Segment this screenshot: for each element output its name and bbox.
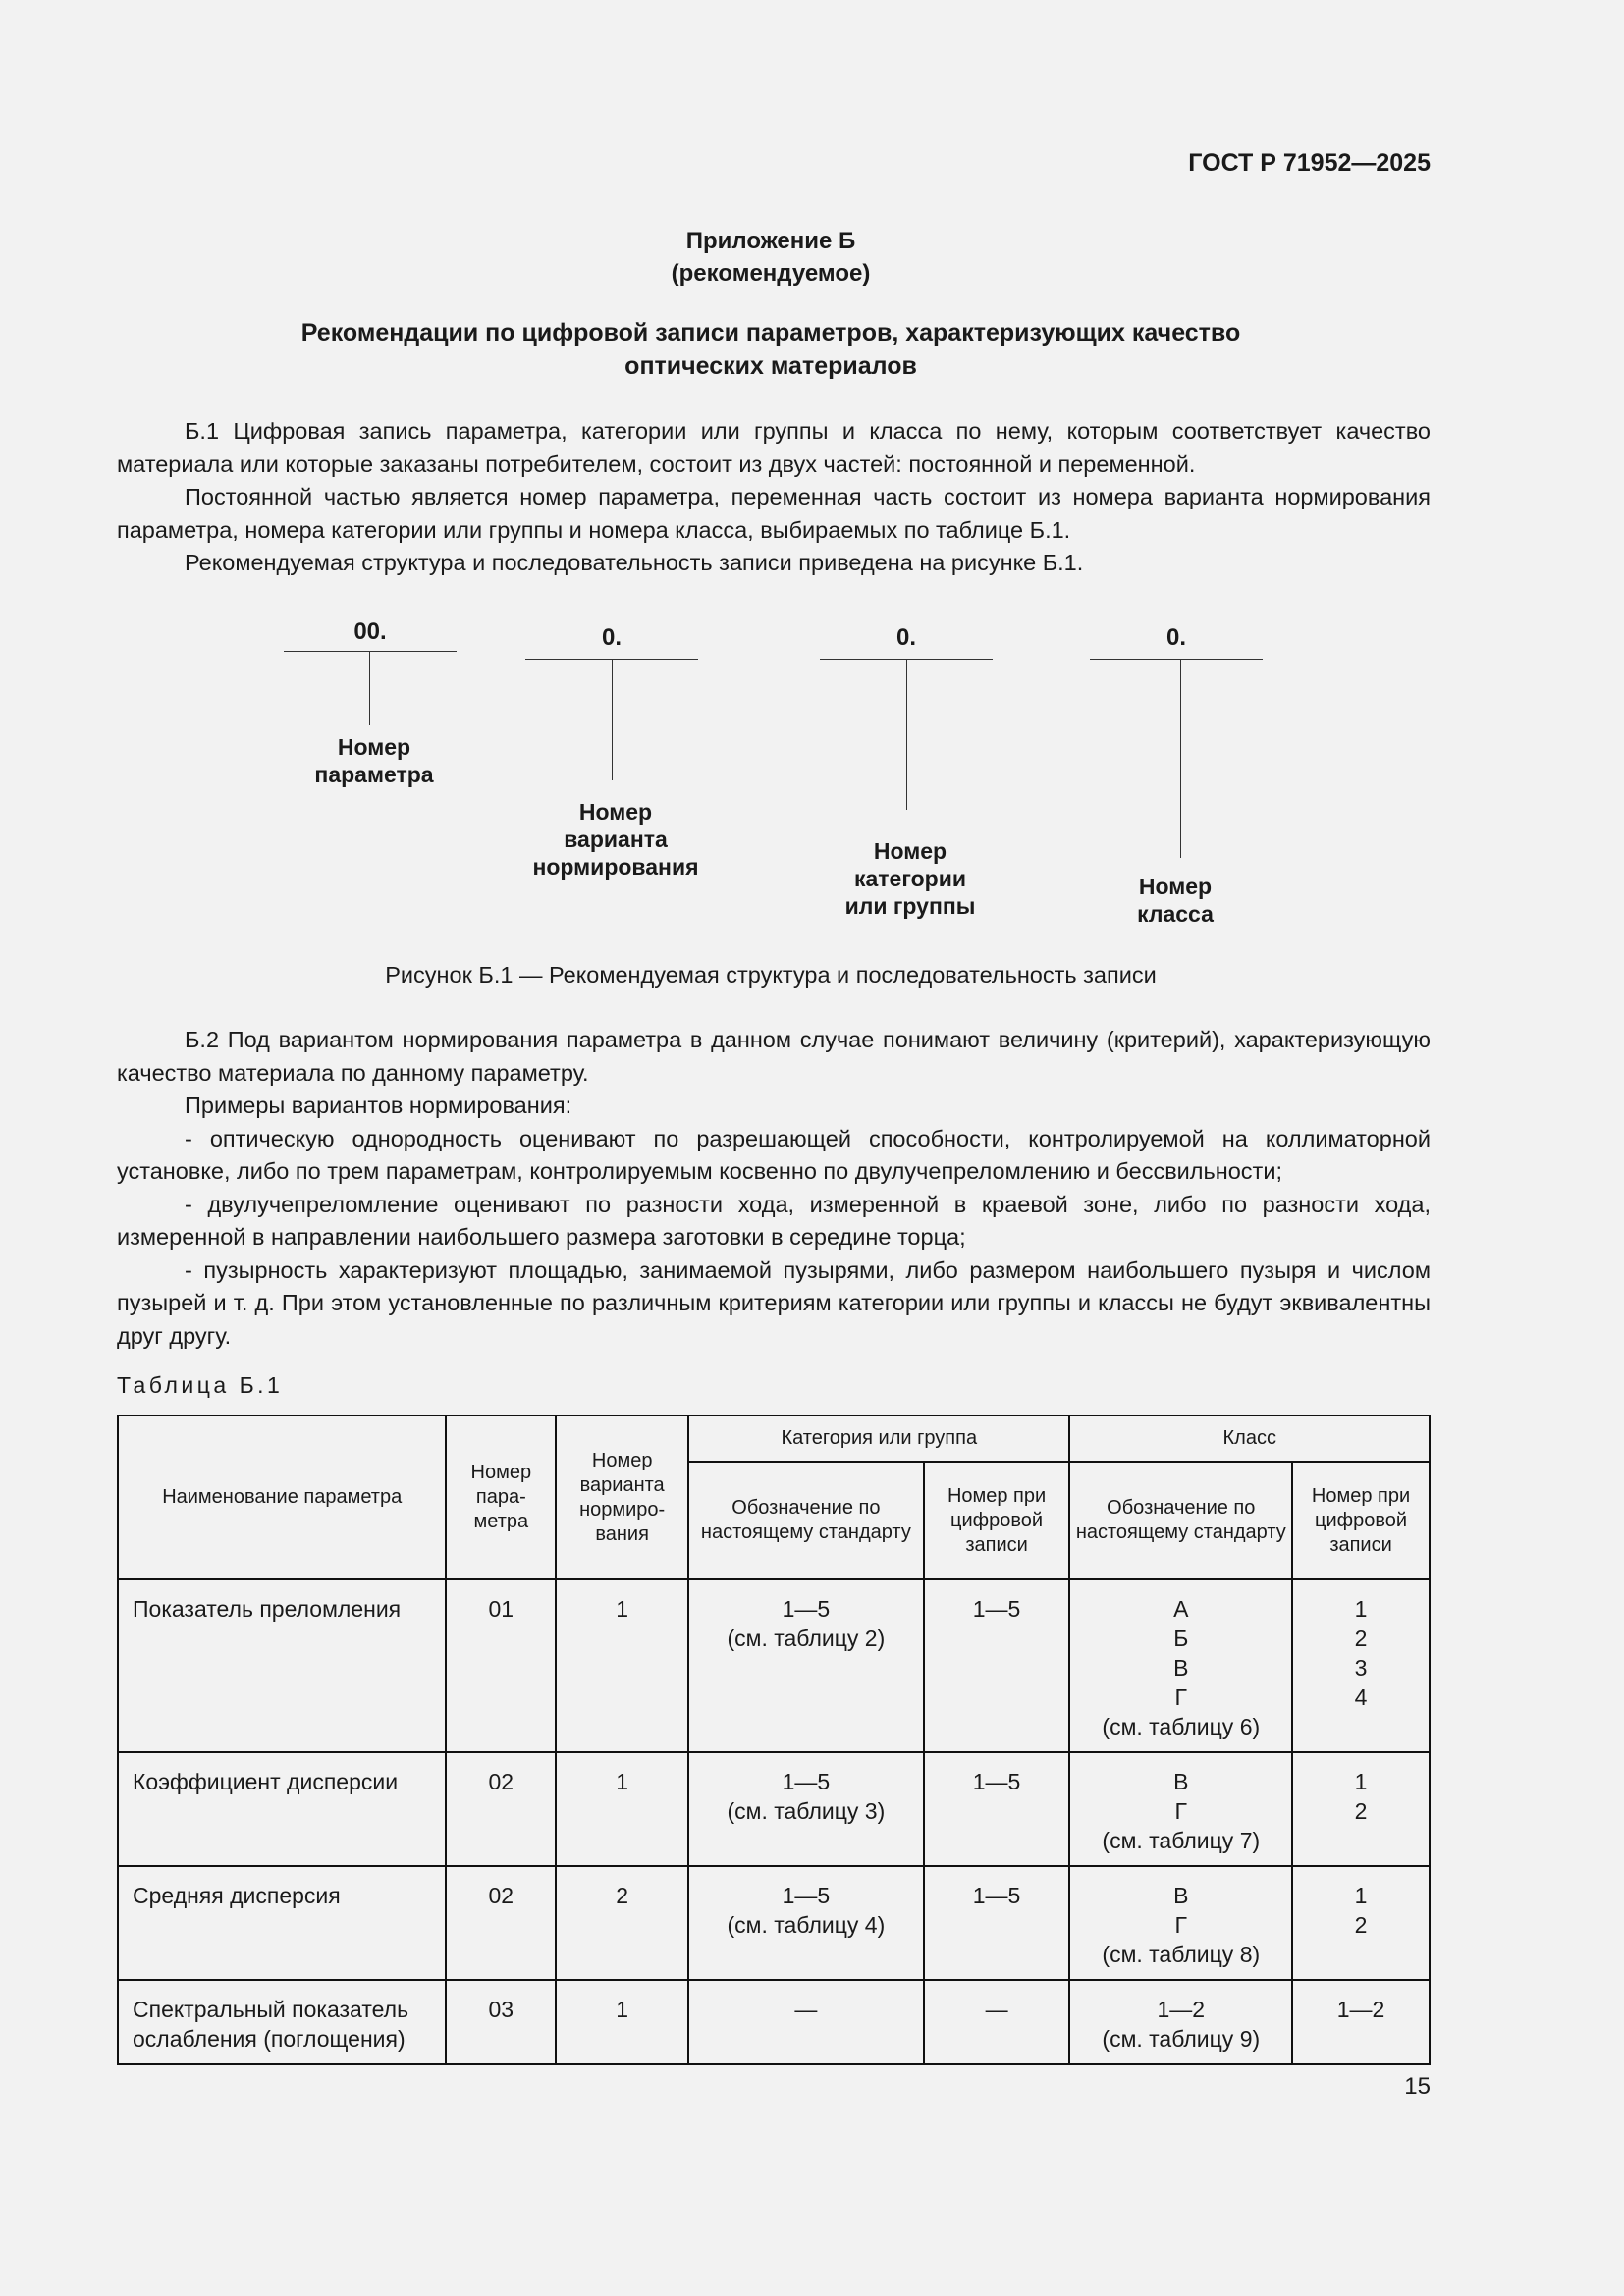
cell-cat-designation <box>688 1579 924 1752</box>
cell-line: 4 <box>1354 1684 1368 1710</box>
diagram-connector <box>369 651 370 725</box>
cell-line: 1 <box>1354 1883 1368 1908</box>
paragraph: - двулучепреломление оценивают по разности хода, измеренной в краевой зоне, либо по разности хода, измеренной в направлении наибольшего размера заготовки в середине торца; <box>117 1191 1431 1250</box>
table-caption: Таблица Б.1 <box>117 1372 284 1398</box>
cell-line: 1—2 <box>1157 1997 1206 2022</box>
paragraph: Б.1 Цифровая запись параметра, категории или группы и класса по нему, которым соответствует качество материала или которые заказаны потребителем, состоит из двух частей: постоянной и переменной. <box>117 418 1431 477</box>
cell-cat-designation <box>688 1980 924 2064</box>
annex-heading <box>0 225 1542 290</box>
diagram-label-line: варианта <box>564 827 668 852</box>
cell-line: (см. таблицу 2) <box>727 1626 886 1651</box>
document-title <box>0 316 1542 383</box>
diagram-label-line: Номер <box>873 838 947 864</box>
header-cat-digital: Номер при цифровой записи <box>924 1462 1070 1579</box>
cell-line: 2 <box>616 1883 629 1908</box>
header-cat-designation: Обозначение по настоящему стандарту <box>688 1462 924 1579</box>
cell-param-no <box>446 1866 556 1980</box>
header-category-group: Категория или группа <box>688 1415 1069 1462</box>
cell-line: 1 <box>616 1596 629 1622</box>
figure-caption: Рисунок Б.1 — Рекомендуемая структура и последовательность записи <box>385 962 1157 988</box>
cell-line: 1—5 <box>782 1769 831 1794</box>
cell-line: В <box>1173 1769 1189 1794</box>
diagram-connector <box>612 659 613 780</box>
diagram-label-line: Номер <box>337 734 411 760</box>
cell-line: 02 <box>488 1769 514 1794</box>
cell-line: В <box>1173 1883 1189 1908</box>
diagram-label-line: класса <box>1137 901 1214 927</box>
paragraph: - пузырность характеризуют площадью, занимаемой пузырями, либо размером наибольшего пузыря и числом пузырей и т. д. При этом установленные по различным критериям категории или группы и классы не будут эквивалентны друг другу. <box>117 1256 1431 1349</box>
table-body <box>118 1579 1430 2064</box>
cell-param-no <box>446 1752 556 1866</box>
diagram-label-variant <box>498 798 733 881</box>
diagram-label-line: или группы <box>844 893 976 919</box>
diagram-code: 0. <box>1165 624 1186 651</box>
diagram-underline <box>1090 659 1263 660</box>
cell-line: 2 <box>1354 1912 1368 1938</box>
cell-parameter-name <box>118 1866 446 1980</box>
diagram-code: 0. <box>601 624 622 651</box>
cell-line: Спектральный показатель ослабления (поглощения) <box>133 1997 409 2052</box>
cell-class-designation <box>1069 1980 1292 2064</box>
title-line-2: оптических материалов <box>624 352 917 380</box>
cell-class-digital <box>1292 1866 1430 1980</box>
cell-line: Г <box>1174 1684 1188 1710</box>
cell-line: А <box>1173 1596 1189 1622</box>
cell-line: 1 <box>1354 1596 1368 1622</box>
cell-line: 1 <box>616 1997 629 2022</box>
cell-class-designation <box>1069 1866 1292 1980</box>
header-variant-no: Номер варианта нормиро-вания <box>556 1415 688 1579</box>
cell-parameter-name <box>118 1980 446 2064</box>
cell-class-designation <box>1069 1752 1292 1866</box>
diagram-label-category <box>792 837 1028 920</box>
standard-header: ГОСТ Р 71952—2025 <box>1188 149 1431 177</box>
cell-line: 3 <box>1354 1655 1368 1681</box>
cell-line: (см. таблицу 9) <box>1102 2026 1261 2052</box>
cell-line: (см. таблицу 8) <box>1102 1942 1261 1967</box>
table-row <box>118 1866 1430 1980</box>
cell-line: 2 <box>1354 1798 1368 1824</box>
diagram-label-line: категории <box>853 866 966 891</box>
header-class-digital: Номер при цифровой записи <box>1292 1462 1430 1579</box>
cell-line: Коэффициент дисперсии <box>133 1769 399 1794</box>
diagram-connector <box>1180 659 1181 858</box>
cell-cat-digital <box>924 1579 1070 1752</box>
cell-line: 2 <box>1354 1626 1368 1651</box>
cell-class-digital <box>1292 1752 1430 1866</box>
cell-variant-no <box>556 1752 688 1866</box>
section-b2 <box>117 1024 1431 1353</box>
section-b1 <box>117 415 1431 580</box>
paragraph: Постоянной частью является номер параметра, переменная часть состоит из номера варианта нормирования параметра, номера категории или группы и номера класса, выбираемых по таблице Б.1. <box>117 484 1431 543</box>
cell-line: — <box>794 1997 818 2022</box>
cell-line: (см. таблицу 6) <box>1102 1714 1261 1739</box>
cell-line: 1—5 <box>782 1596 831 1622</box>
cell-line: 1 <box>616 1769 629 1794</box>
title-line-1: Рекомендации по цифровой записи параметров, характеризующих качество <box>300 319 1241 347</box>
cell-line: 1—5 <box>782 1883 831 1908</box>
table-row <box>118 1579 1430 1752</box>
cell-cat-digital <box>924 1752 1070 1866</box>
header-class: Класс <box>1069 1415 1430 1462</box>
cell-line: 1 <box>1354 1769 1368 1794</box>
cell-param-no <box>446 1980 556 2064</box>
cell-parameter-name <box>118 1579 446 1752</box>
cell-line: Б <box>1173 1626 1189 1651</box>
header-param-no: Номер пара-метра <box>446 1415 556 1579</box>
diagram-label-line: нормирования <box>532 854 699 880</box>
diagram-label-line: Номер <box>578 799 653 825</box>
cell-line: — <box>985 1997 1008 2022</box>
cell-line: Средняя дисперсия <box>133 1883 341 1908</box>
cell-line: Г <box>1174 1798 1188 1824</box>
cell-variant-no <box>556 1866 688 1980</box>
cell-cat-digital <box>924 1980 1070 2064</box>
diagram-code: 00. <box>353 618 387 645</box>
page-number: 15 <box>1404 2073 1431 2100</box>
header-class-designation: Обозначение по настоящему стандарту <box>1069 1462 1292 1579</box>
cell-cat-designation <box>688 1866 924 1980</box>
cell-line: 01 <box>488 1596 514 1622</box>
diagram-connector <box>906 659 907 810</box>
cell-line: Показатель преломления <box>133 1596 402 1622</box>
paragraph: - оптическую однородность оценивают по разрешающей способности, контролируемой на коллиматорной установке, либо по трем параметрам, контролируемым косвенно по двулучепреломлению и бессвильности; <box>117 1125 1431 1184</box>
cell-cat-designation <box>688 1752 924 1866</box>
diagram-label-class <box>1057 873 1293 928</box>
cell-parameter-name <box>118 1752 446 1866</box>
annex-note: (рекомендуемое) <box>671 260 871 287</box>
parameters-table <box>117 1415 1431 2065</box>
cell-line: (см. таблицу 4) <box>727 1912 886 1938</box>
cell-param-no <box>446 1579 556 1752</box>
cell-class-digital <box>1292 1579 1430 1752</box>
cell-class-digital <box>1292 1980 1430 2064</box>
cell-line: Г <box>1174 1912 1188 1938</box>
table-row <box>118 1980 1430 2064</box>
cell-line: (см. таблицу 3) <box>727 1798 886 1824</box>
cell-variant-no <box>556 1980 688 2064</box>
diagram-label-parameter <box>256 733 492 788</box>
diagram-underline <box>284 651 457 652</box>
table-row <box>118 1752 1430 1866</box>
cell-line: 1—5 <box>972 1596 1021 1622</box>
paragraph: Примеры вариантов нормирования: <box>185 1093 572 1118</box>
diagram-label-line: Номер <box>1138 874 1213 899</box>
cell-cat-digital <box>924 1866 1070 1980</box>
annex-title: Приложение Б <box>685 228 856 254</box>
cell-line: 03 <box>488 1997 514 2022</box>
cell-line: (см. таблицу 7) <box>1102 1828 1261 1853</box>
header-name: Наименование параметра <box>118 1415 446 1579</box>
diagram-code: 0. <box>895 624 916 651</box>
cell-variant-no <box>556 1579 688 1752</box>
cell-line: В <box>1173 1655 1189 1681</box>
cell-line: 1—5 <box>972 1769 1021 1794</box>
paragraph: Рекомендуемая структура и последовательность записи приведена на рисунке Б.1. <box>185 550 1084 575</box>
diagram-label-line: параметра <box>314 762 434 787</box>
paragraph: Б.2 Под вариантом нормирования параметра в данном случае понимают величину (критерий), характеризующую качество материала по данному параметру. <box>117 1027 1431 1086</box>
cell-line: 1—2 <box>1336 1997 1385 2022</box>
cell-line: 1—5 <box>972 1883 1021 1908</box>
cell-class-designation <box>1069 1579 1292 1752</box>
cell-line: 02 <box>488 1883 514 1908</box>
